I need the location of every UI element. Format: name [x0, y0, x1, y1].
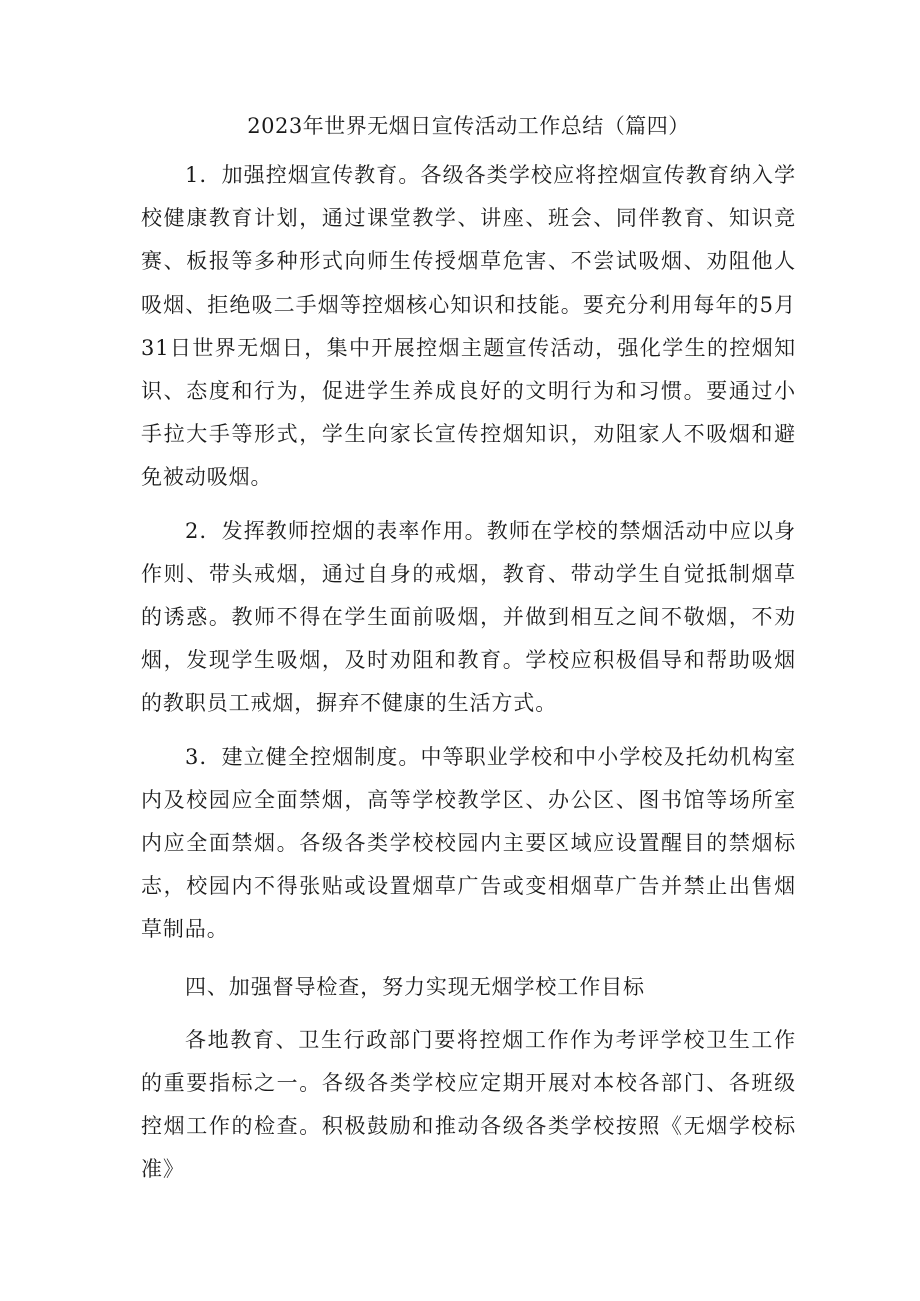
paragraph-3: 3．建立健全控烟制度。中等职业学校和中小学校及托幼机构室内及校园应全面禁烟，高等学校教学区、办公区、图书馆等场所室内应全面禁烟。各级各类学校校园内主要区域应设置醒目的禁烟标志，校园内不得张贴或设置烟草广告或变相烟草广告并禁止出售烟草制品。	[141, 744, 796, 942]
document-title: 2023年世界无烟日宣传活动工作总结（篇四）	[247, 114, 690, 138]
paragraph-2: 2．发挥教师控烟的表率作用。教师在学校的禁烟活动中应以身作则、带头戒烟，通过自身的戒烟，教育、带动学生自觉抵制烟草的诱惑。教师不得在学生面前吸烟，并做到相互之间不敬烟，不劝烟，发现学生吸烟，及时劝阻和教育。学校应积极倡导和帮助吸烟的教职员工戒烟，摒弃不健康的生活方式。	[141, 518, 796, 716]
closing-paragraph: 各地教育、卫生行政部门要将控烟工作作为考评学校卫生工作的重要指标之一。各级各类学校应定期开展对本校各部门、各班级控烟工作的检查。积极鼓励和推动各级各类学校按照《无烟学校标准》	[141, 1027, 796, 1182]
paragraph-1: 1．加强控烟宣传教育。各级各类学校应将控烟宣传教育纳入学校健康教育计划，通过课堂教学、讲座、班会、同伴教育、知识竞赛、板报等多种形式向师生传授烟草危害、不尝试吸烟、劝阻他人吸烟、拒绝吸二手烟等控烟核心知识和技能。要充分利用每年的5月31日世界无烟日，集中开展控烟主题宣传活动，强化学生的控烟知识、态度和行为，促进学生养成良好的文明行为和习惯。要通过小手拉大手等形式，学生向家长宣传控烟知识，劝阻家人不吸烟和避免被动吸烟。	[141, 163, 796, 490]
section-heading: 四、加强督导检查，努力实现无烟学校工作目标	[185, 974, 645, 999]
document-page	[141, 108, 796, 1202]
